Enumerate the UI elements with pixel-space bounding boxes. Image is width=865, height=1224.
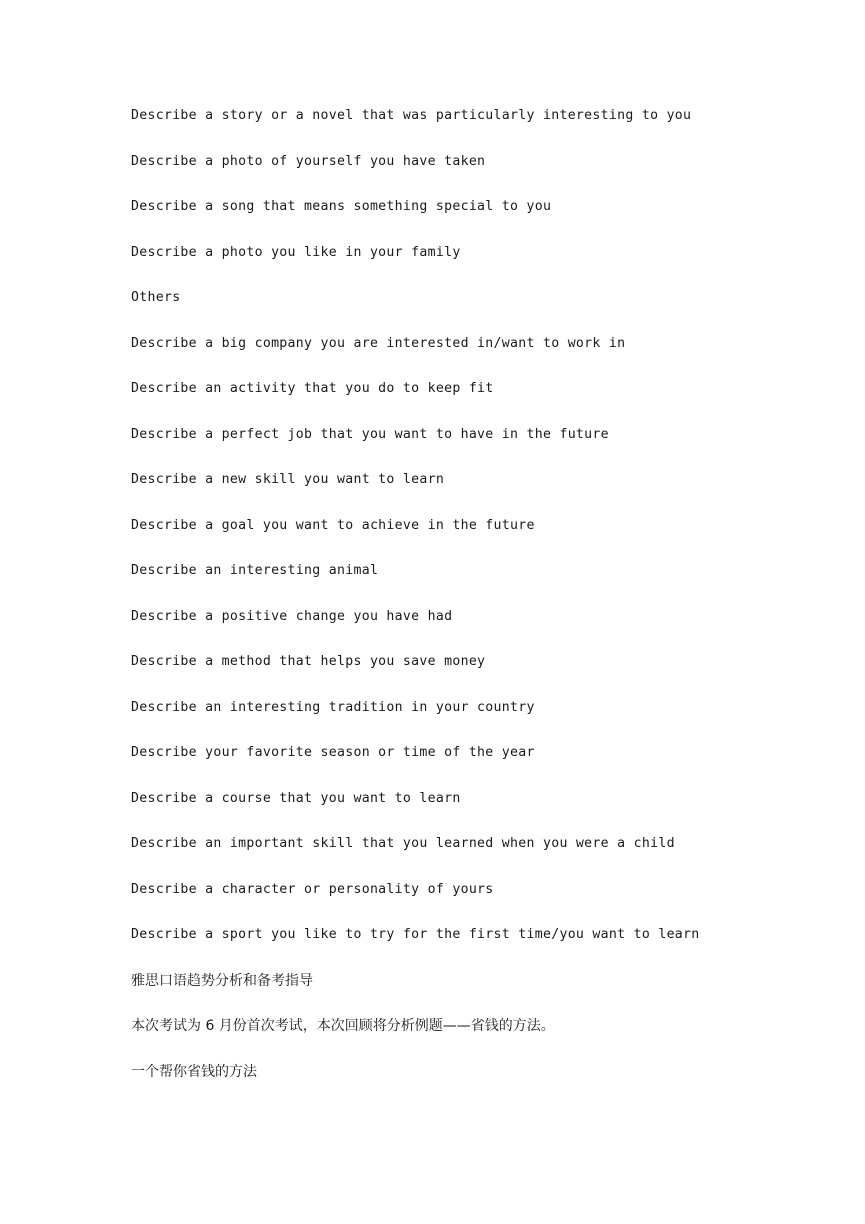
topic-line: Describe a sport you like to try for the first time/you want to learn [131,927,700,942]
topic-line: Describe an important skill that you learned when you were a child [131,836,675,851]
topic-line: Describe a course that you want to learn [131,790,461,806]
topic-line: Describe a character or personality of yours [131,881,494,897]
topic-line: Describe an activity that you do to keep fit [131,381,494,396]
topic-line: Describe a photo of yourself you have taken [131,153,486,169]
topic-line: Describe an interesting tradition in your country [131,699,535,715]
topic-line: Describe a goal you want to achieve in the future [131,517,535,533]
topic-line: Describe a method that helps you save money [131,654,486,669]
topic-line: Describe a big company you are interested in/want to work in [131,335,626,351]
topic-line: Describe a photo you like in your family [131,244,461,260]
document-body [131,105,700,1106]
topic-line: Describe a story or a novel that was particularly interesting to you [131,108,692,123]
paragraph-text: 本次考试为 6 月份首次考试，本次回顾将分析例题——省钱的方法。 [131,1018,555,1034]
topic-line: Describe your favorite season or time of the year [131,745,535,760]
section-heading-analysis: 雅思口语趋势分析和备考指导 [131,972,313,989]
topic-line: Describe a perfect job that you want to have in the future [131,426,609,442]
topic-line: Describe a positive change you have had [131,608,453,624]
section-heading-others: Others [131,290,181,305]
topic-line: Describe a new skill you want to learn [131,472,445,487]
example-topic-heading: 一个帮你省钱的方法 [131,1063,257,1080]
topic-line: Describe a song that means something special to you [131,199,552,214]
topic-line: Describe an interesting animal [131,563,379,578]
